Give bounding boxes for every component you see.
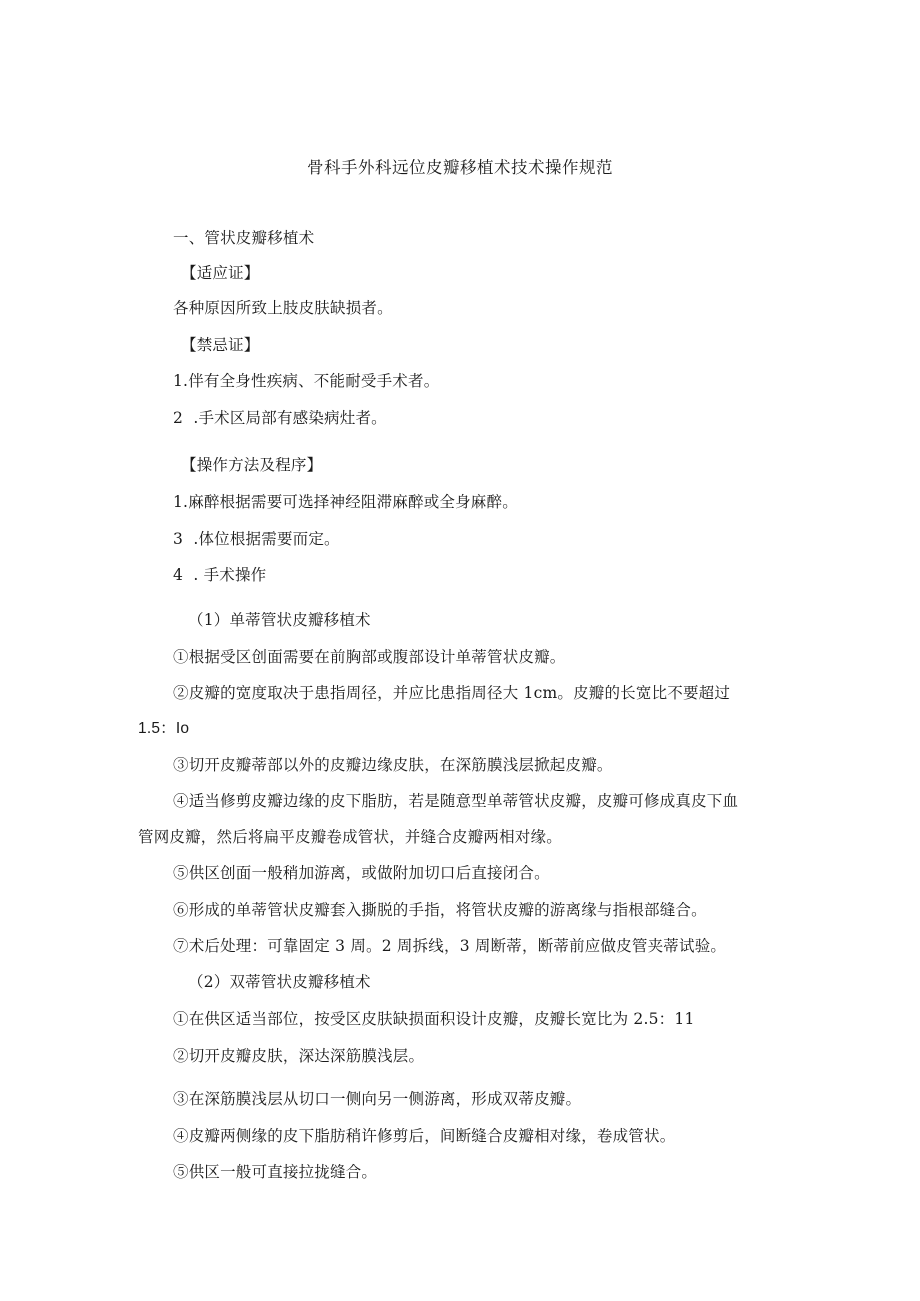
- indications-heading: 【适应证】: [181, 264, 260, 282]
- procedure-step-4: 4 . 手术操作: [173, 566, 267, 584]
- list-item: ①根据受区创面需要在前胸部或腹部设计单蒂管状皮瓣。: [173, 648, 566, 666]
- list-item: ②切开皮瓣皮肤，深达深筋膜浅层。: [173, 1047, 425, 1065]
- indications-text: 各种原因所致上肢皮肤缺损者。: [173, 299, 393, 317]
- list-item: ⑤供区一般可直接拉拢缝合。: [173, 1163, 378, 1181]
- list-item-continuation: 管网皮瓣，然后将扁平皮瓣卷成管状，并缝合皮瓣两相对缘。: [138, 828, 562, 846]
- procedure-heading: 【操作方法及程序】: [181, 456, 323, 474]
- list-item: ③切开皮瓣蒂部以外的皮瓣边缘皮肤，在深筋膜浅层掀起皮瓣。: [173, 756, 613, 774]
- section-heading: 一、管状皮瓣移植术: [173, 229, 315, 247]
- list-item: ④适当修剪皮瓣边缘的皮下脂肪，若是随意型单蒂管状皮瓣，皮瓣可修成真皮下血: [173, 792, 739, 810]
- list-item: ⑥形成的单蒂管状皮瓣套入撕脱的手指，将管状皮瓣的游离缘与指根部缝合。: [173, 901, 707, 919]
- procedure-step-3: 3 .体位根据需要而定。: [173, 530, 340, 548]
- list-item: ⑤供区创面一般稍加游离，或做附加切口后直接闭合。: [173, 864, 550, 882]
- contraindications-heading: 【禁忌证】: [181, 336, 260, 354]
- subsection-heading-1: （1）单蒂管状皮瓣移植术: [188, 611, 371, 629]
- procedure-step-1: 1.麻醉根据需要可选择神经阻滞麻醉或全身麻醉。: [173, 493, 518, 511]
- list-item: ①在供区适当部位，按受区皮肤缺损面积设计皮瓣，皮瓣长宽比为 2.5：11: [173, 1010, 695, 1028]
- list-item: ④皮瓣两侧缘的皮下脂肪稍许修剪后，间断缝合皮瓣相对缘，卷成管状。: [173, 1127, 676, 1145]
- document-title: 骨科手外科远位皮瓣移植术技术操作规范: [307, 158, 613, 177]
- list-item: ⑦术后处理：可靠固定 3 周。2 周拆线，3 周断蒂，断蒂前应做皮管夹蒂试验。: [173, 937, 727, 955]
- subsection-heading-2: （2）双蒂管状皮瓣移植术: [188, 973, 371, 991]
- contraindication-1: 1.伴有全身性疾病、不能耐受手术者。: [173, 372, 440, 390]
- list-item-continuation: 1.5：Io: [138, 720, 190, 737]
- list-item: ②皮瓣的宽度取决于患指周径，并应比患指周径大 1cm。皮瓣的长宽比不要超过: [173, 684, 731, 702]
- list-item: ③在深筋膜浅层从切口一侧向另一侧游离，形成双蒂皮瓣。: [173, 1090, 582, 1108]
- contraindication-2: 2 .手术区局部有感染病灶者。: [173, 409, 387, 427]
